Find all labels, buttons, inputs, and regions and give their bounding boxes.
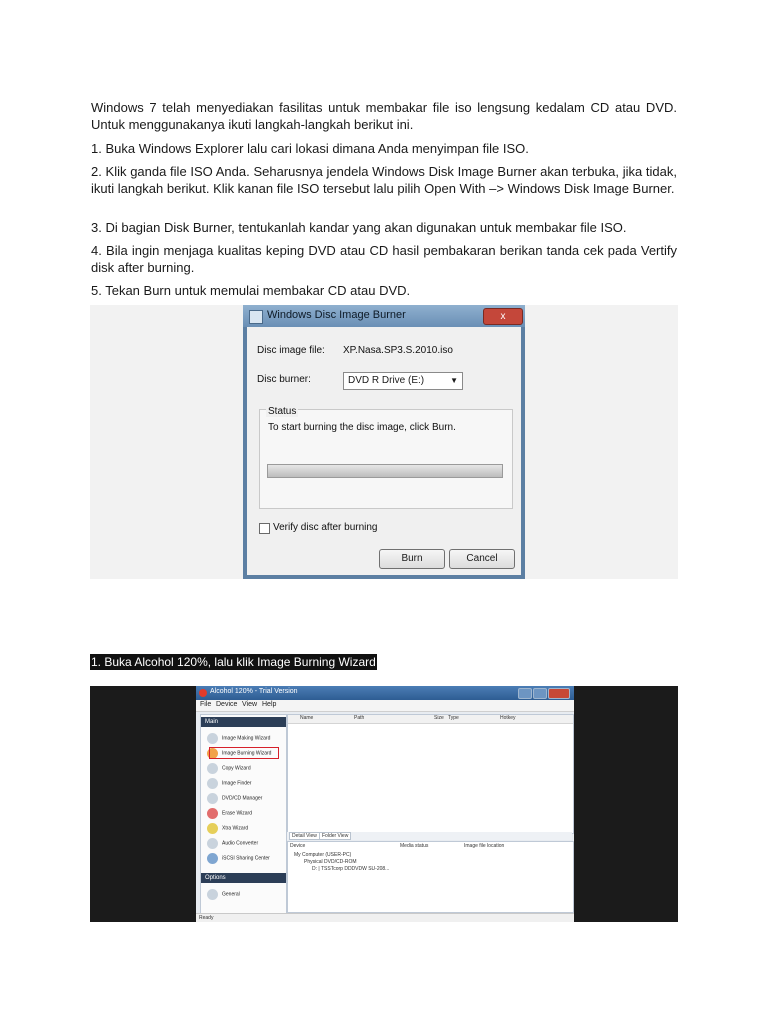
image-finder-icon xyxy=(207,778,218,789)
column-hotkey[interactable]: Hotkey xyxy=(500,715,516,721)
iscsi-icon xyxy=(207,853,218,864)
sidebar-item-label: Image Making Wizard xyxy=(222,735,271,742)
image-making-icon xyxy=(207,733,218,744)
sidebar-item-general[interactable] xyxy=(207,889,240,901)
sidebar-item-label: Audio Converter xyxy=(222,840,259,847)
sidebar-item-label: DVD/CD Manager xyxy=(222,795,263,802)
burn-button[interactable]: Burn xyxy=(379,549,445,569)
status-text: To start burning the disc image, click Burn. xyxy=(268,422,456,433)
sidebar-item-copy-wizard[interactable] xyxy=(207,763,251,775)
xtra-wizard-icon xyxy=(207,823,218,834)
burn-progress-bar xyxy=(267,464,503,478)
close-button[interactable]: x xyxy=(483,308,523,325)
sidebar-item-label: iSCSI Sharing Center xyxy=(222,855,270,862)
status-label: Status xyxy=(268,406,297,417)
sidebar-item-iscsi-sharing-center[interactable] xyxy=(207,853,270,865)
step-5-text: 5. Tekan Burn untuk memulai membakar CD atau DVD. xyxy=(91,283,411,298)
sidebar-item-dvd-cd-manager[interactable] xyxy=(207,793,262,805)
sidebar-item-image-making-wizard[interactable] xyxy=(207,733,270,745)
tab-folder-view[interactable]: Folder View xyxy=(319,832,351,840)
column-path[interactable]: Path xyxy=(354,715,365,721)
erase-icon xyxy=(207,808,218,819)
sidebar-item-label: General xyxy=(222,891,240,898)
sidebar-item-label: Copy Wizard xyxy=(222,765,251,772)
menu-bar xyxy=(196,700,574,712)
image-list[interactable] xyxy=(287,714,574,834)
audio-converter-icon xyxy=(207,838,218,849)
image-list-header xyxy=(288,715,573,724)
image-location-column: Image file location xyxy=(464,843,505,849)
dialog-title: Windows Disc Image Burner xyxy=(267,309,406,321)
status-bar-text: Ready xyxy=(199,915,214,921)
device-panel xyxy=(287,841,574,913)
column-type[interactable]: Type xyxy=(448,715,459,721)
device-column: Device xyxy=(290,843,306,849)
alcohol-step-heading: 1. Buka Alcohol 120%, lalu klik Image Burning Wizard xyxy=(91,655,376,669)
options-header: Options xyxy=(201,873,286,883)
dvd-cd-manager-icon xyxy=(207,793,218,804)
alcohol-titlebar xyxy=(196,686,574,700)
disc-burner-label: Disc burner: xyxy=(257,374,311,385)
status-bar xyxy=(196,913,574,922)
disc-burner-selected-value: DVD R Drive (E:) xyxy=(348,375,425,386)
sidebar-item-label: Image Burning Wizard xyxy=(222,750,272,757)
step-3-text: 3. Di bagian Disk Burner, tentukanlah kandar yang akan digunakan untuk membakar file ISO. xyxy=(91,220,627,235)
step-1-text: 1. Buka Windows Explorer lalu cari lokasi dimana Anda menyimpan file ISO. xyxy=(91,141,529,156)
media-status-column: Media status xyxy=(400,843,429,849)
intro-paragraph: Windows 7 telah menyediakan fasilitas untuk membakar file iso lengsung kedalam CD atau DVD. Untuk menggunakanya ikuti langkah-langkah berikut ini. xyxy=(91,100,677,132)
disc-image-label: Disc image file: xyxy=(257,345,325,356)
copy-icon xyxy=(207,763,218,774)
sidebar-item-label: Xtra Wizard xyxy=(222,825,249,832)
tree-node-drive-d[interactable]: D: | TSSTcorp DDDVDW SU-208... xyxy=(312,866,390,872)
view-tabs xyxy=(287,832,572,840)
disc-icon xyxy=(249,310,263,324)
sidebar-item-xtra-wizard[interactable] xyxy=(207,823,248,835)
dialog-body xyxy=(247,327,521,575)
dialog-titlebar xyxy=(243,305,525,327)
disc-burner-dialog xyxy=(243,305,525,579)
sidebar-item-erase-wizard[interactable] xyxy=(207,808,252,820)
cancel-button[interactable]: Cancel xyxy=(449,549,515,569)
menu-help[interactable]: Help xyxy=(262,701,277,708)
column-name[interactable]: Name xyxy=(300,715,314,721)
tree-node-physical-drive[interactable]: Physical DVD/CD-ROM xyxy=(304,859,357,865)
chevron-down-icon: ▼ xyxy=(450,376,458,385)
verify-checkbox[interactable] xyxy=(259,523,270,534)
menu-file[interactable]: File xyxy=(200,701,212,708)
highlight-box xyxy=(209,747,279,759)
tab-detail-view[interactable]: Detail View xyxy=(289,832,320,840)
sidebar-item-label: Image Finder xyxy=(222,780,252,787)
general-settings-icon xyxy=(207,889,218,900)
column-size[interactable]: Size xyxy=(434,715,444,721)
maximize-button[interactable] xyxy=(533,688,547,699)
alcohol-window xyxy=(196,686,574,922)
tree-node-computer[interactable]: My Computer (USER-PC) xyxy=(294,852,352,858)
minimize-button[interactable] xyxy=(518,688,532,699)
menu-device[interactable]: Device xyxy=(216,701,238,708)
alcohol-logo-icon xyxy=(199,689,207,697)
sidebar-item-label: Erase Wizard xyxy=(222,810,253,817)
step-4-text: 4. Bila ingin menjaga kualitas keping DVD atau CD hasil pembakaran berikan tanda cek pada Vertify disk after burning. xyxy=(91,243,677,275)
step-2-text: 2. Klik ganda file ISO Anda. Seharusnya jendela Windows Disk Image Burner akan terbuka, jika tidak, ikuti langkah berikut. Klik kanan file ISO tersebut lalu pilih Open With –> Windows Disk Image Burner. xyxy=(91,164,677,196)
menu-view[interactable]: View xyxy=(242,701,258,708)
status-group xyxy=(259,406,513,509)
sidebar-item-audio-converter[interactable] xyxy=(207,838,258,850)
verify-label: Verify disc after burning xyxy=(273,522,378,533)
window-close-button[interactable] xyxy=(548,688,570,699)
alcohol-title: Alcohol 120% - Trial Version xyxy=(210,688,298,695)
sidebar-item-image-finder[interactable] xyxy=(207,778,251,790)
main-header: Main xyxy=(201,717,286,727)
disc-image-value: XP.Nasa.SP3.S.2010.iso xyxy=(343,345,453,356)
disc-burner-select[interactable] xyxy=(343,372,463,390)
main-sidebar xyxy=(200,714,287,914)
